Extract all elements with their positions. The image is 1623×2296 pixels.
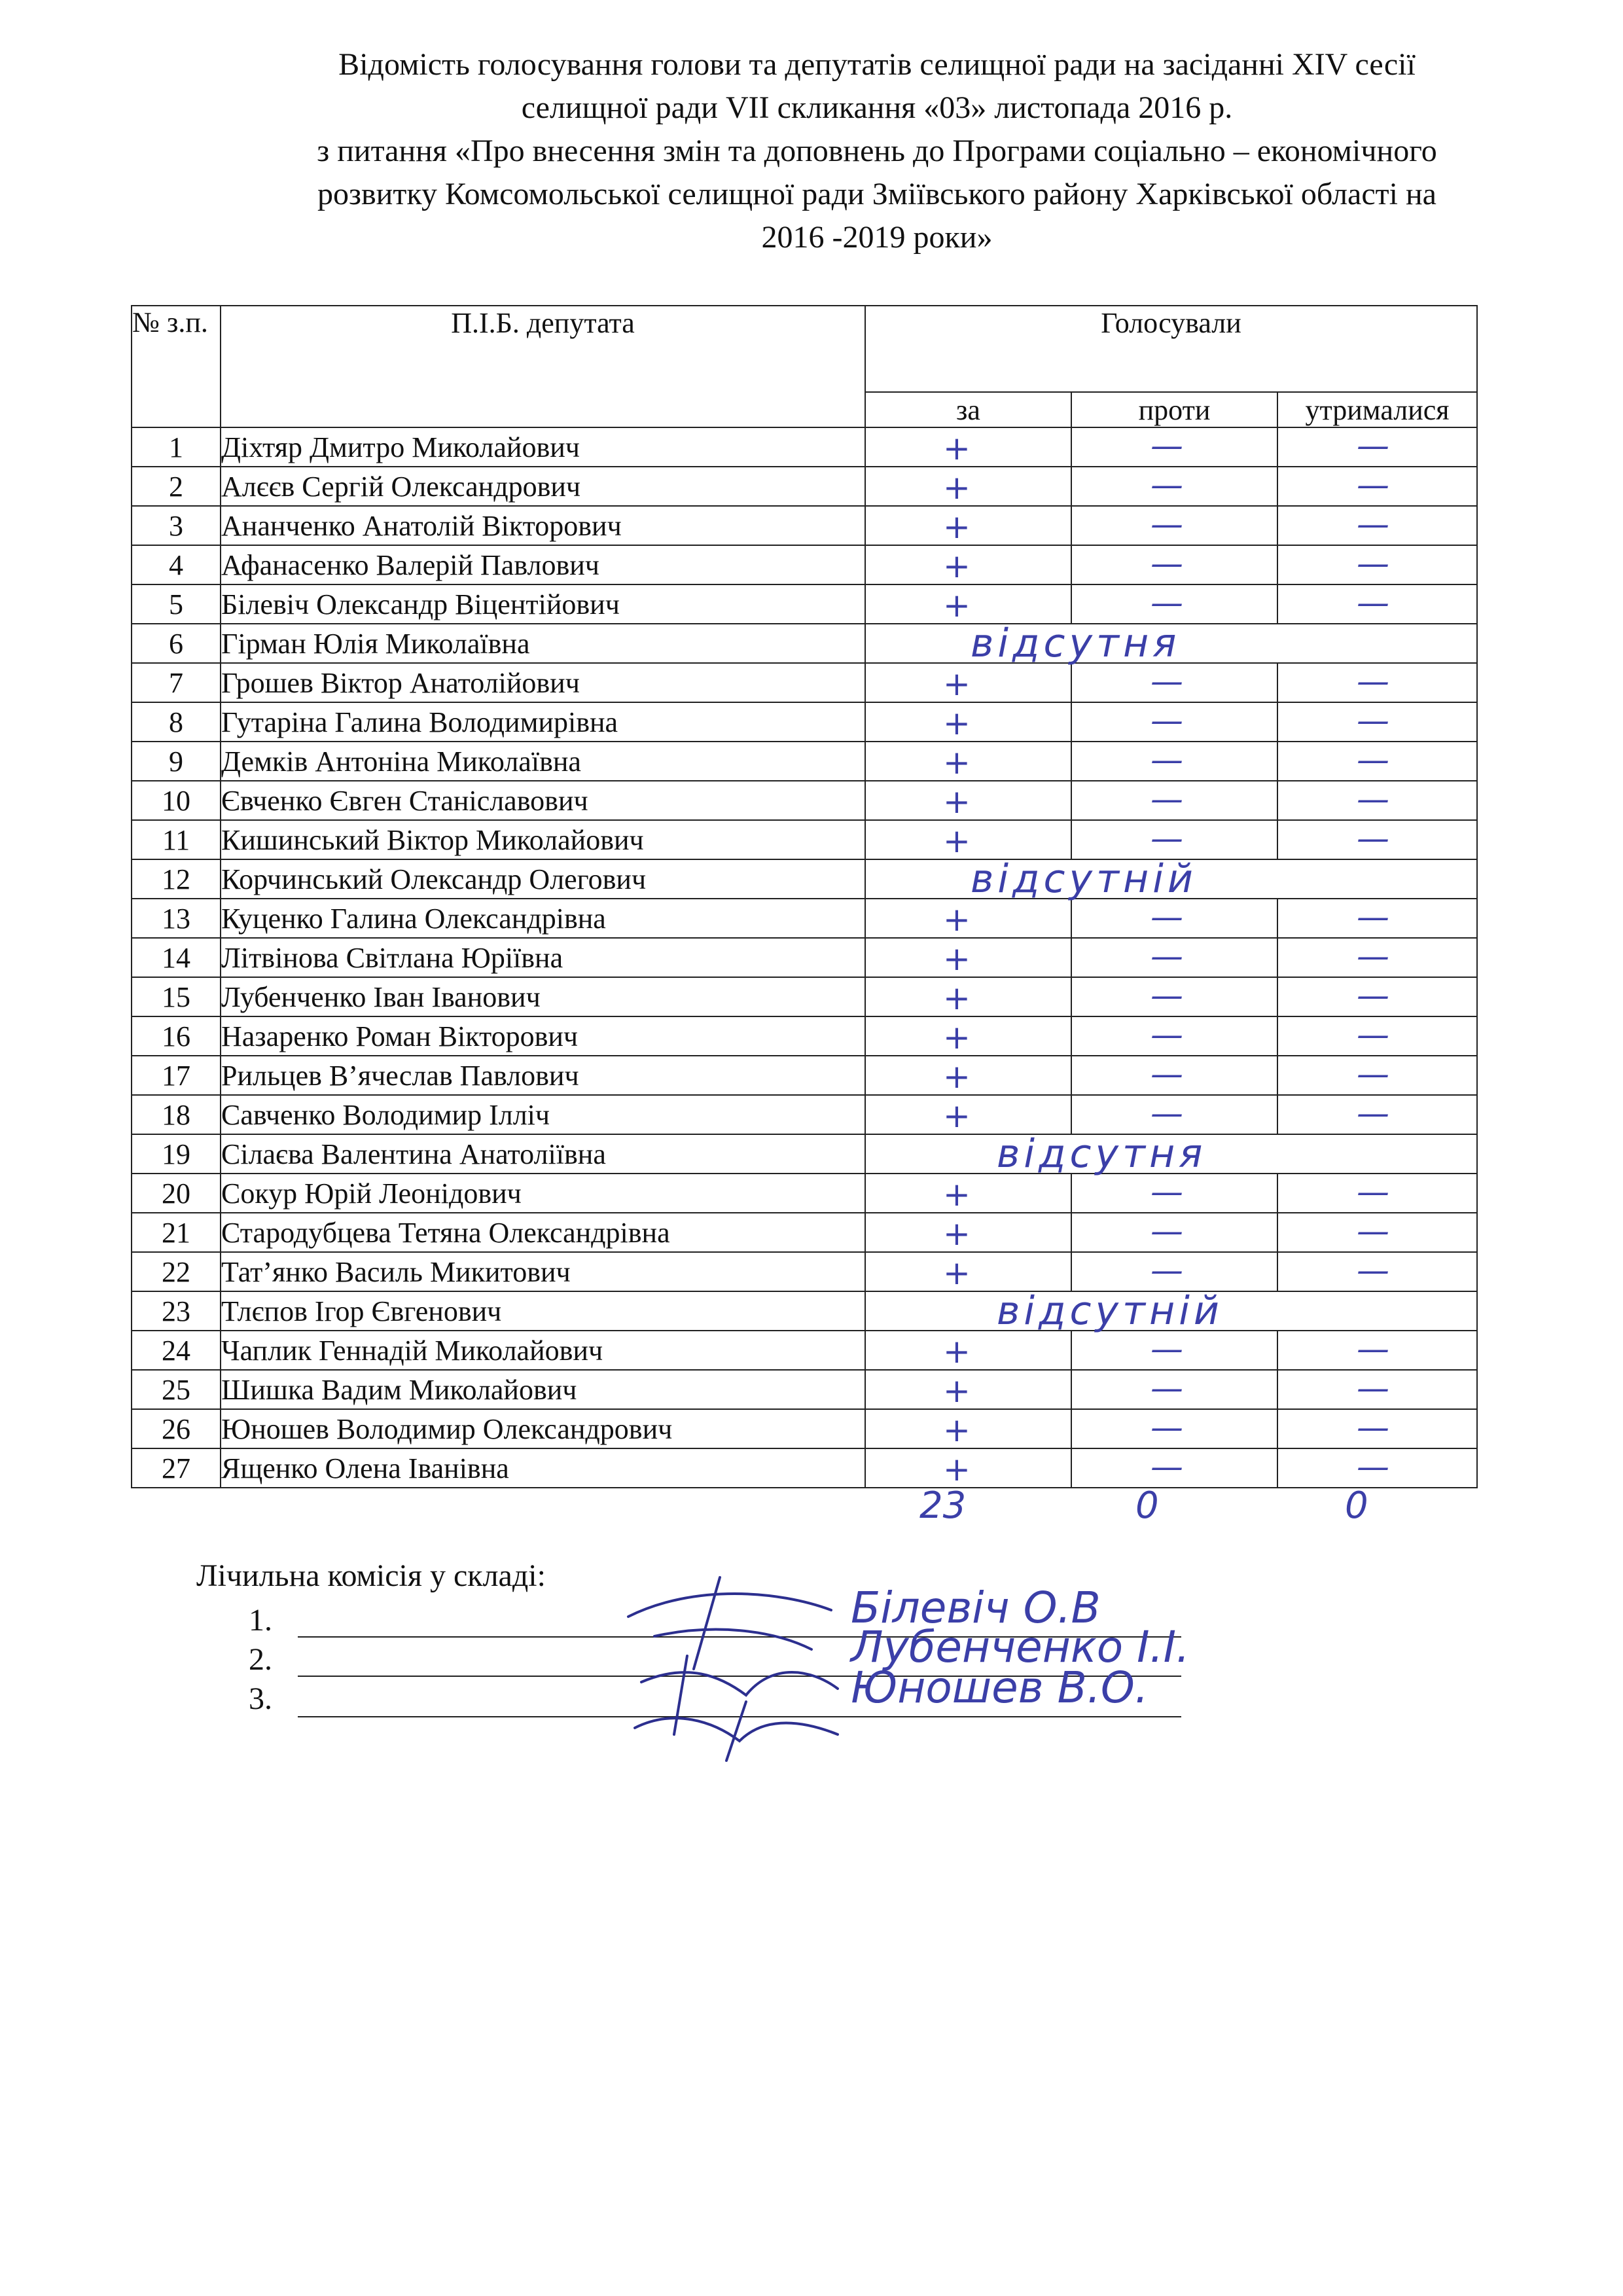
- deputy-name: Корчинський Олександр Олегович: [221, 859, 865, 899]
- table-row: [132, 820, 1477, 859]
- vote-abstain-cell: [1277, 1448, 1477, 1488]
- vote-for-mark: +: [943, 1333, 971, 1371]
- vote-abstain-mark: —: [1357, 1212, 1389, 1250]
- vote-against-mark: —: [1150, 780, 1183, 818]
- vote-abstain-cell: [1277, 1016, 1477, 1056]
- vote-against-cell: [1071, 820, 1277, 859]
- vote-for-mark: +: [943, 1411, 971, 1449]
- vote-for-mark: +: [943, 508, 971, 546]
- vote-abstain-mark: —: [1357, 1173, 1389, 1211]
- vote-for-cell: [865, 545, 1071, 584]
- table-row: [132, 584, 1477, 624]
- vote-against-mark: —: [1150, 1094, 1183, 1132]
- table-row: [132, 1370, 1477, 1409]
- vote-for-cell: [865, 781, 1071, 820]
- vote-abstain-cell: [1277, 1370, 1477, 1409]
- vote-abstain-cell: [1277, 506, 1477, 545]
- table-row: [132, 427, 1477, 467]
- vote-against-mark: —: [1150, 1369, 1183, 1407]
- vote-for-mark: +: [943, 547, 971, 585]
- table-row: [132, 1134, 1477, 1174]
- vote-for-mark: +: [943, 429, 971, 467]
- deputy-name: Кишинський Віктор Миколайович: [221, 820, 865, 859]
- table-row: [132, 1252, 1477, 1291]
- title-line-4: розвитку Комсомольської селищної ради Зміївського району Харківської області на: [317, 177, 1436, 211]
- total-abstain: 0: [1345, 1484, 1368, 1527]
- vote-against-mark: —: [1150, 505, 1183, 543]
- table-row: [132, 663, 1477, 702]
- vote-for-mark: +: [943, 1450, 971, 1488]
- vote-abstain-mark: —: [1357, 1330, 1389, 1368]
- vote-for-cell: [865, 742, 1071, 781]
- deputy-name: Юношев Володимир Олександрович: [221, 1409, 865, 1448]
- vote-for-mark: +: [943, 1215, 971, 1253]
- vote-for-cell: [865, 1174, 1071, 1213]
- row-number: 24: [132, 1331, 221, 1370]
- row-number: 14: [132, 938, 221, 977]
- deputy-name: Грошев Віктор Анатолійович: [221, 663, 865, 702]
- vote-for-cell: [865, 1016, 1071, 1056]
- vote-against-mark: —: [1150, 819, 1183, 857]
- signature-scribbles-graphic: [615, 1564, 864, 1767]
- deputy-name: Літвінова Світлана Юріївна: [221, 938, 865, 977]
- deputy-name: Стародубцева Тетяна Олександрівна: [221, 1213, 865, 1252]
- vote-for-cell: [865, 506, 1071, 545]
- vote-abstain-cell: [1277, 781, 1477, 820]
- row-number: 5: [132, 584, 221, 624]
- vote-against-cell: [1071, 663, 1277, 702]
- row-number: 4: [132, 545, 221, 584]
- deputy-name: Рильцев В’ячеслав Павлович: [221, 1056, 865, 1095]
- table-row: [132, 702, 1477, 742]
- row-number: 11: [132, 820, 221, 859]
- member-number-3: 3.: [249, 1681, 272, 1716]
- vote-abstain-mark: —: [1357, 662, 1389, 700]
- vote-abstain-cell: [1277, 663, 1477, 702]
- row-number: 10: [132, 781, 221, 820]
- vote-abstain-mark: —: [1357, 1408, 1389, 1446]
- signature-2: Лубенченко І.І.: [851, 1622, 1190, 1672]
- table-row: [132, 1213, 1477, 1252]
- deputy-name: Лубенченко Іван Іванович: [221, 977, 865, 1016]
- row-number: 3: [132, 506, 221, 545]
- row-number: 26: [132, 1409, 221, 1448]
- deputy-name: Назаренко Роман Вікторович: [221, 1016, 865, 1056]
- row-number: 2: [132, 467, 221, 506]
- table-row: [132, 545, 1477, 584]
- vote-against-cell: [1071, 977, 1277, 1016]
- document-title: [164, 43, 1590, 259]
- vote-abstain-mark: —: [1357, 545, 1389, 583]
- vote-against-mark: —: [1150, 662, 1183, 700]
- vote-for-cell: [865, 702, 1071, 742]
- deputy-name: Сокур Юрій Леонідович: [221, 1174, 865, 1213]
- row-number: 16: [132, 1016, 221, 1056]
- row-number: 6: [132, 624, 221, 663]
- table-row: [132, 1409, 1477, 1448]
- vote-for-cell: [865, 1448, 1071, 1488]
- absent-cell: [865, 1131, 1477, 1177]
- table-row: [132, 977, 1477, 1016]
- vote-abstain-mark: —: [1357, 819, 1389, 857]
- vote-abstain-mark: —: [1357, 427, 1389, 465]
- vote-abstain-mark: —: [1357, 1448, 1389, 1486]
- vote-abstain-cell: [1277, 1252, 1477, 1291]
- vote-for-cell: [865, 938, 1071, 977]
- deputy-name: Ананченко Анатолій Вікторович: [221, 506, 865, 545]
- vote-for-cell: [865, 1409, 1071, 1448]
- deputy-name: Ященко Олена Іванівна: [221, 1448, 865, 1488]
- title-line-5: 2016 -2019 роки»: [761, 220, 993, 255]
- vote-against-cell: [1071, 1056, 1277, 1095]
- vote-against-cell: [1071, 899, 1277, 938]
- table-row: [132, 899, 1477, 938]
- vote-against-cell: [1071, 506, 1277, 545]
- row-number: 9: [132, 742, 221, 781]
- table-row: [132, 467, 1477, 506]
- vote-against-cell: [1071, 1095, 1277, 1134]
- vote-abstain-mark: —: [1357, 741, 1389, 779]
- vote-for-mark: +: [943, 1058, 971, 1096]
- vote-against-mark: —: [1150, 1251, 1183, 1289]
- title-line-1: Відомість голосування голови та депутатів селищної ради на засіданні XIV сесії: [338, 47, 1416, 82]
- table-row: [132, 506, 1477, 545]
- vote-for-mark: +: [943, 822, 971, 860]
- vote-for-cell: [865, 1095, 1071, 1134]
- vote-against-cell: [1071, 545, 1277, 584]
- vote-abstain-cell: [1277, 1056, 1477, 1095]
- vote-against-cell: [1071, 1174, 1277, 1213]
- row-number: 20: [132, 1174, 221, 1213]
- header-name: П.І.Б. депутата: [221, 306, 865, 427]
- vote-against-cell: [1071, 781, 1277, 820]
- deputy-name: Шишка Вадим Миколайович: [221, 1370, 865, 1409]
- vote-abstain-mark: —: [1357, 937, 1389, 975]
- table-row: [132, 1331, 1477, 1370]
- vote-for-cell: [865, 663, 1071, 702]
- deputy-name: Білевіч Олександр Віцентійович: [221, 584, 865, 624]
- deputy-name: Тлєпов Ігор Євгенович: [221, 1291, 865, 1331]
- absent-cell: [865, 620, 1477, 666]
- vote-for-mark: +: [943, 704, 971, 742]
- absent-cell: [865, 856, 1477, 902]
- table-row: [132, 1056, 1477, 1095]
- title-line-3: з питання «Про внесення змін та доповнень до Програми соціально – економічного: [317, 134, 1437, 168]
- vote-for-mark: +: [943, 586, 971, 624]
- member-number-1: 1.: [249, 1603, 272, 1638]
- vote-against-cell: [1071, 742, 1277, 781]
- header-number: № з.п.: [132, 306, 221, 427]
- row-number: 22: [132, 1252, 221, 1291]
- row-number: 19: [132, 1134, 221, 1174]
- vote-for-mark: +: [943, 1175, 971, 1213]
- vote-for-cell: [865, 1252, 1071, 1291]
- vote-against-cell: [1071, 1448, 1277, 1488]
- voting-table: [131, 305, 1478, 1488]
- vote-abstain-mark: —: [1357, 466, 1389, 504]
- table-row: [132, 1448, 1477, 1488]
- deputy-name: Діхтяр Дмитро Миколайович: [221, 427, 865, 467]
- vote-against-mark: —: [1150, 466, 1183, 504]
- row-number: 27: [132, 1448, 221, 1488]
- row-number: 13: [132, 899, 221, 938]
- deputy-name: Гутаріна Галина Володимирівна: [221, 702, 865, 742]
- vote-against-mark: —: [1150, 584, 1183, 622]
- vote-for-mark: +: [943, 665, 971, 703]
- vote-abstain-cell: [1277, 1409, 1477, 1448]
- vote-for-cell: [865, 977, 1071, 1016]
- vote-abstain-mark: —: [1357, 505, 1389, 543]
- table-row: [132, 1016, 1477, 1056]
- row-number: 25: [132, 1370, 221, 1409]
- row-number: 18: [132, 1095, 221, 1134]
- vote-abstain-mark: —: [1357, 977, 1389, 1014]
- deputy-name: Гірман Юлія Миколаївна: [221, 624, 865, 663]
- signature-3: Юношев В.О.: [851, 1662, 1149, 1713]
- vote-abstain-mark: —: [1357, 1251, 1389, 1289]
- vote-for-cell: [865, 1056, 1071, 1095]
- row-number: 12: [132, 859, 221, 899]
- vote-against-mark: —: [1150, 427, 1183, 465]
- deputy-name: Сілаєва Валентина Анатоліївна: [221, 1134, 865, 1174]
- vote-against-mark: —: [1150, 702, 1183, 740]
- table-row: [132, 938, 1477, 977]
- vote-against-cell: [1071, 467, 1277, 506]
- table-row: [132, 859, 1477, 899]
- vote-abstain-cell: [1277, 1095, 1477, 1134]
- total-against: 0: [1135, 1484, 1159, 1527]
- row-number: 7: [132, 663, 221, 702]
- title-line-2: селищної ради VII скликання «03» листопада 2016 р.: [521, 90, 1233, 125]
- commission-label: Лічильна комісія у складі:: [196, 1558, 546, 1593]
- row-number: 8: [132, 702, 221, 742]
- member-number-2: 2.: [249, 1642, 272, 1677]
- vote-abstain-cell: [1277, 938, 1477, 977]
- vote-abstain-cell: [1277, 1174, 1477, 1213]
- vote-abstain-mark: —: [1357, 1016, 1389, 1054]
- vote-against-mark: —: [1150, 898, 1183, 936]
- row-number: 15: [132, 977, 221, 1016]
- vote-abstain-mark: —: [1357, 1055, 1389, 1093]
- vote-against-mark: —: [1150, 1173, 1183, 1211]
- row-number: 17: [132, 1056, 221, 1095]
- vote-for-cell: [865, 820, 1071, 859]
- vote-abstain-cell: [1277, 742, 1477, 781]
- vote-for-cell: [865, 467, 1071, 506]
- vote-for-mark: +: [943, 744, 971, 781]
- deputy-name: Алєєв Сергій Олександрович: [221, 467, 865, 506]
- vote-abstain-mark: —: [1357, 898, 1389, 936]
- table-row: [132, 742, 1477, 781]
- vote-against-mark: —: [1150, 1055, 1183, 1093]
- vote-for-mark: +: [943, 783, 971, 821]
- header-against: проти: [1071, 392, 1277, 427]
- vote-abstain-cell: [1277, 899, 1477, 938]
- deputy-name: Демків Антоніна Миколаївна: [221, 742, 865, 781]
- deputy-name: Куценко Галина Олександрівна: [221, 899, 865, 938]
- vote-against-mark: —: [1150, 741, 1183, 779]
- vote-abstain-cell: [1277, 467, 1477, 506]
- deputy-name: Євченко Євген Станіславович: [221, 781, 865, 820]
- vote-for-cell: [865, 899, 1071, 938]
- deputy-name: Тат’янко Василь Микитович: [221, 1252, 865, 1291]
- header-for: за: [865, 392, 1071, 427]
- vote-against-cell: [1071, 702, 1277, 742]
- vote-abstain-cell: [1277, 1331, 1477, 1370]
- vote-against-mark: —: [1150, 545, 1183, 583]
- absent-cell: [865, 1288, 1477, 1334]
- deputy-name: Савченко Володимир Ілліч: [221, 1095, 865, 1134]
- vote-abstain-cell: [1277, 584, 1477, 624]
- vote-against-cell: [1071, 1213, 1277, 1252]
- row-number: 1: [132, 427, 221, 467]
- header-voted: Голосували: [865, 306, 1477, 392]
- absent-mark: відсутній: [997, 1288, 1223, 1334]
- deputy-name: Афанасенко Валерій Павлович: [221, 545, 865, 584]
- vote-against-cell: [1071, 1016, 1277, 1056]
- vote-for-cell: [865, 584, 1071, 624]
- vote-for-cell: [865, 1370, 1071, 1409]
- vote-against-cell: [1071, 1331, 1277, 1370]
- vote-abstain-cell: [1277, 977, 1477, 1016]
- table-row: [132, 1095, 1477, 1134]
- vote-abstain-cell: [1277, 545, 1477, 584]
- signature-1: Білевіч О.В: [851, 1583, 1101, 1633]
- vote-abstain-cell: [1277, 427, 1477, 467]
- vote-for-mark: +: [943, 979, 971, 1017]
- table-row: [132, 1291, 1477, 1331]
- vote-for-mark: +: [943, 1097, 971, 1135]
- vote-for-mark: +: [943, 1254, 971, 1292]
- vote-for-mark: +: [943, 940, 971, 978]
- absent-mark: відсутня: [971, 620, 1181, 666]
- vote-for-cell: [865, 427, 1071, 467]
- vote-for-cell: [865, 1213, 1071, 1252]
- vote-abstain-cell: [1277, 1213, 1477, 1252]
- vote-against-mark: —: [1150, 937, 1183, 975]
- vote-against-mark: —: [1150, 1448, 1183, 1486]
- vote-against-mark: —: [1150, 1016, 1183, 1054]
- vote-abstain-cell: [1277, 702, 1477, 742]
- absent-mark: відсутній: [971, 856, 1197, 902]
- table-row: [132, 1174, 1477, 1213]
- vote-against-cell: [1071, 1252, 1277, 1291]
- table-row: [132, 781, 1477, 820]
- vote-against-cell: [1071, 427, 1277, 467]
- vote-for-mark: +: [943, 1018, 971, 1056]
- vote-abstain-mark: —: [1357, 780, 1389, 818]
- vote-against-cell: [1071, 1409, 1277, 1448]
- total-for: 23: [919, 1484, 967, 1527]
- vote-against-mark: —: [1150, 977, 1183, 1014]
- vote-against-mark: —: [1150, 1408, 1183, 1446]
- vote-abstain-mark: —: [1357, 584, 1389, 622]
- vote-abstain-mark: —: [1357, 702, 1389, 740]
- header-abstain: утрималися: [1277, 392, 1477, 427]
- vote-against-cell: [1071, 1370, 1277, 1409]
- vote-against-mark: —: [1150, 1330, 1183, 1368]
- row-number: 21: [132, 1213, 221, 1252]
- vote-against-cell: [1071, 584, 1277, 624]
- vote-for-mark: +: [943, 469, 971, 507]
- table-row: [132, 624, 1477, 663]
- vote-against-cell: [1071, 938, 1277, 977]
- vote-for-mark: +: [943, 1372, 971, 1410]
- vote-against-mark: —: [1150, 1212, 1183, 1250]
- vote-for-cell: [865, 1331, 1071, 1370]
- absent-mark: відсутня: [997, 1131, 1207, 1177]
- vote-abstain-mark: —: [1357, 1094, 1389, 1132]
- vote-abstain-cell: [1277, 820, 1477, 859]
- vote-abstain-mark: —: [1357, 1369, 1389, 1407]
- row-number: 23: [132, 1291, 221, 1331]
- deputy-name: Чаплик Геннадій Миколайович: [221, 1331, 865, 1370]
- vote-for-mark: +: [943, 901, 971, 939]
